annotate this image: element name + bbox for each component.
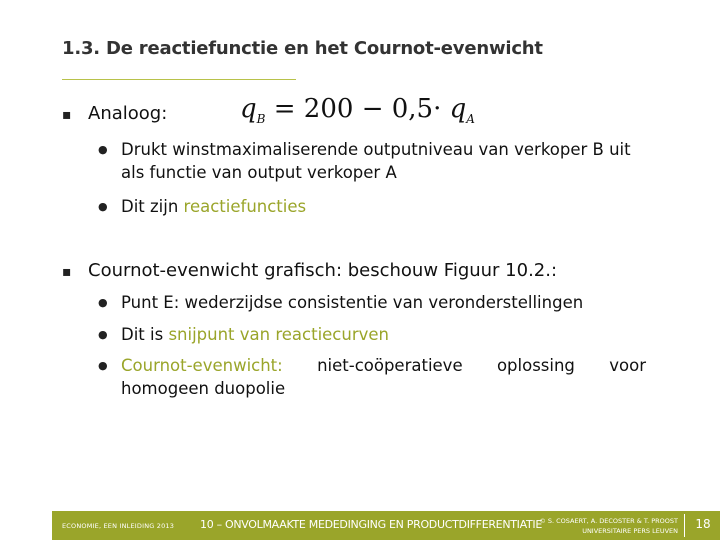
sub-bullet-text: niet-coöperatieve oplossing voor homogeen duopolie xyxy=(121,356,646,398)
round-bullet-icon: ● xyxy=(98,296,108,309)
formula-lhs-subscript: B xyxy=(256,112,266,127)
sub-bullet xyxy=(98,291,646,314)
round-bullet-icon: ● xyxy=(98,359,108,372)
footer-divider xyxy=(684,514,685,537)
square-bullet-icon: ▪ xyxy=(62,107,72,123)
bullet-analoog xyxy=(62,103,167,124)
slide-title: 1.3. De reactiefunctie en het Cournot-evenwicht xyxy=(62,38,543,59)
bullet-label: Analoog: xyxy=(88,103,168,124)
bullet-cournot-grafisch xyxy=(62,260,557,281)
footer-course: ECONOMIE, EEN INLEIDING 2013 xyxy=(62,522,175,530)
footer-publisher: UNIVERSITAIRE PERS LEUVEN xyxy=(582,527,678,535)
round-bullet-icon: ● xyxy=(98,200,108,213)
highlight-term: snijpunt van reactiecurven xyxy=(168,325,389,344)
footer-bar xyxy=(52,511,720,540)
formula-rhs-subscript: A xyxy=(466,112,475,127)
footer-authors: © S. COSAERT, A. DECOSTER & T. PROOST xyxy=(539,517,678,525)
footer-chapter: 10 – ONVOLMAAKTE MEDEDINGING EN PRODUCTDIFFERENTIATIE xyxy=(200,518,543,531)
sub-bullet-text: Drukt winstmaximaliserende outputniveau van verkoper B uit als functie van output verkoper A xyxy=(121,140,631,182)
sub-bullet-text: Dit is xyxy=(121,325,169,344)
sub-bullet xyxy=(98,354,646,400)
round-bullet-icon: ● xyxy=(98,328,108,341)
highlight-term: reactiefuncties xyxy=(183,197,307,216)
sub-bullet xyxy=(98,323,646,346)
formula-rhs: q xyxy=(449,94,467,124)
page-number: 18 xyxy=(695,517,711,531)
reaction-function-formula xyxy=(240,94,475,126)
sub-bullet-text: Punt E: wederzijdse consistentie van veronderstellingen xyxy=(121,293,584,312)
round-bullet-icon: ● xyxy=(98,143,108,156)
bullet-label: Cournot-evenwicht grafisch: beschouw Figuur 10.2.: xyxy=(88,260,558,281)
title-underline xyxy=(62,79,296,80)
formula-lhs: q xyxy=(240,94,257,124)
sub-bullet-text: Dit zijn xyxy=(121,197,184,216)
footer-copyright xyxy=(538,516,678,536)
sub-bullet xyxy=(98,138,646,184)
square-bullet-icon: ▪ xyxy=(62,264,72,280)
sub-bullet xyxy=(98,195,646,218)
formula-body: = 200 − 0,5· xyxy=(273,94,442,124)
highlight-term: Cournot-evenwicht: xyxy=(121,356,283,375)
